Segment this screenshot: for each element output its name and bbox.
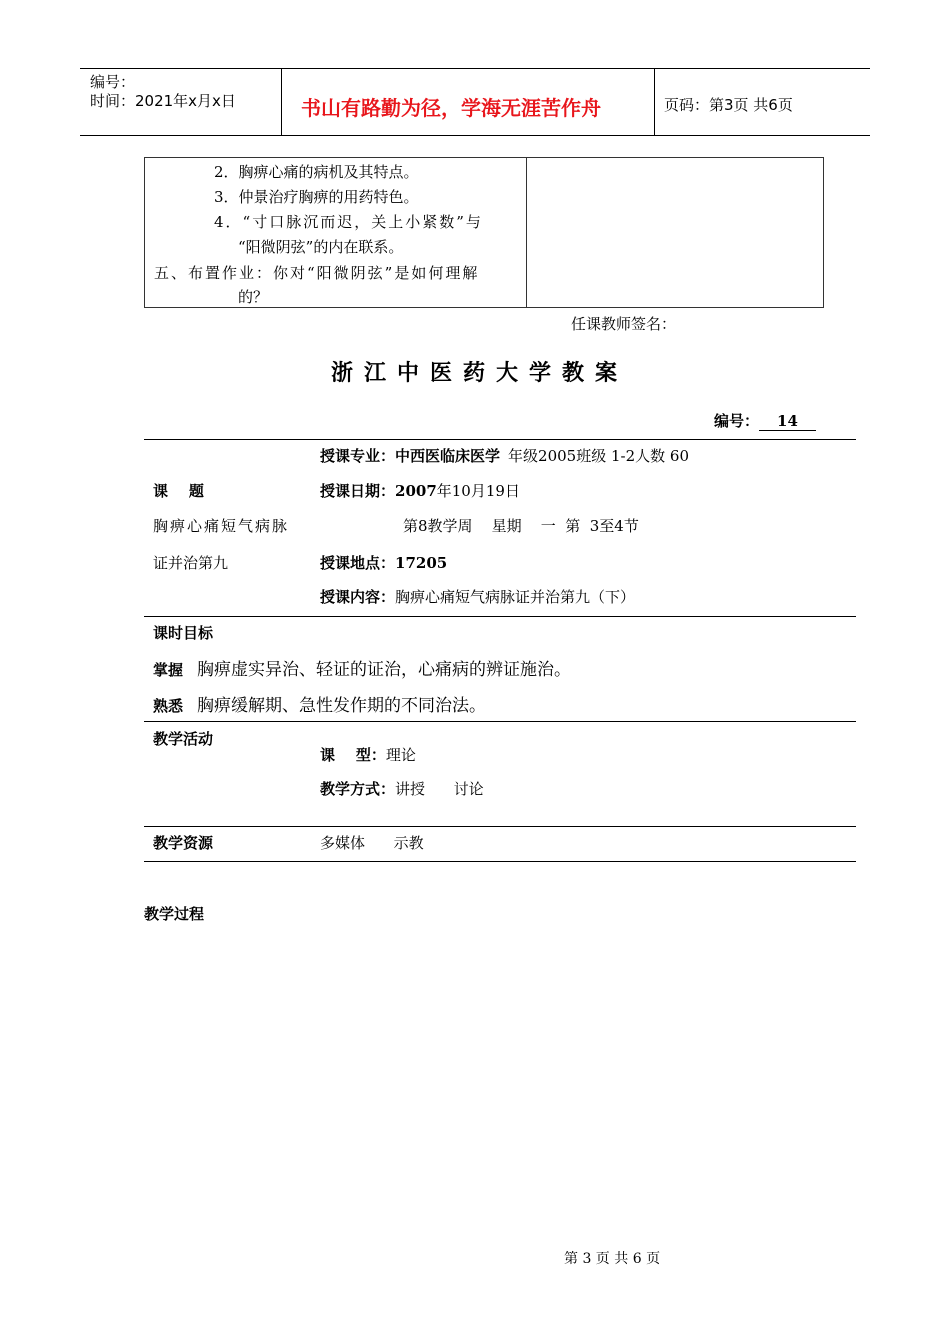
prev-item-4-line1: 4．“寸口脉沉而迟，关上小紧数”与	[214, 213, 483, 231]
place-label: 授课地点：	[320, 554, 396, 572]
prev-item-5-line1: 五、布置作业：你对“阳微阴弦”是如何理解	[154, 264, 480, 282]
class-type-label: 课 型：	[320, 746, 386, 764]
page-footer: 第 3 页 共 6 页	[564, 1251, 661, 1267]
document-title: 浙江中医药大学教案	[331, 360, 629, 386]
class-type-row	[320, 744, 416, 765]
header-time-label: 时间：2021年x月x日	[90, 92, 236, 110]
header-divider-right	[654, 68, 655, 136]
place-value: 17205	[395, 554, 448, 572]
rule-objectives-top	[144, 616, 856, 617]
header-bottom-rule	[80, 135, 870, 136]
teaching-method-value: 讲授 讨论	[395, 780, 484, 798]
objective-master-text: 胸痹虚实异治、轻证的证治，心痛病的辨证施治。	[197, 660, 572, 680]
major-value: 中西医临床医学	[395, 447, 501, 465]
objective-familiar-text: 胸痹缓解期、急性发作期的不同治法。	[197, 696, 487, 716]
prev-item-2: 2．胸痹心痛的病机及其特点。	[214, 163, 419, 181]
activities-heading: 教学活动	[153, 730, 214, 748]
content-label: 授课内容：	[320, 588, 396, 606]
teacher-signature-label: 任课教师签名：	[571, 315, 677, 333]
content-row	[320, 586, 635, 607]
teaching-method-label: 教学方式：	[320, 780, 396, 798]
topic-line-1: 胸痹心痛短气病脉	[153, 517, 290, 535]
rule-resources-bottom	[144, 861, 856, 862]
date-year: 2007	[395, 482, 437, 500]
rule-course-top	[144, 439, 856, 440]
date-rest: 年10月19日	[436, 482, 520, 500]
prev-item-3: 3．仲景治疗胸痹的用药特色。	[214, 188, 419, 206]
teaching-method-row	[320, 778, 484, 799]
major-row	[320, 445, 689, 466]
resources-value: 多媒体 示教	[320, 834, 424, 852]
objective-master	[153, 655, 571, 680]
document-number-value: 14	[759, 412, 816, 431]
objective-familiar	[153, 691, 486, 716]
document-number	[714, 410, 816, 431]
header-page-label: 页码：第3页 共6页	[664, 96, 793, 114]
date-row	[320, 480, 520, 501]
week-info: 第8教学周 星期 一 第 3至4节	[403, 517, 639, 535]
grade-info: 年级2005班级 1-2人数 60	[508, 447, 689, 465]
objective-master-label: 掌握	[153, 661, 184, 679]
place-row	[320, 552, 447, 573]
date-label: 授课日期：	[320, 482, 396, 500]
class-type-value: 理论	[385, 746, 416, 764]
objectives-heading: 课时目标	[153, 624, 214, 642]
content-value: 胸痹心痛短气病脉证并治第九（下）	[395, 588, 636, 606]
document-number-label: 编号：	[714, 412, 760, 430]
rule-activities-top	[144, 721, 856, 722]
topic-line-2: 证并治第九	[153, 554, 229, 572]
header-number-label: 编号：	[90, 73, 136, 91]
resources-heading: 教学资源	[153, 834, 214, 852]
rule-resources-top	[144, 826, 856, 827]
major-label: 授课专业：	[320, 447, 396, 465]
objective-familiar-label: 熟悉	[153, 697, 184, 715]
header-motto: 书山有路勤为径，学海无涯苦作舟	[301, 96, 601, 120]
topic-label: 课 题	[153, 482, 204, 500]
header-top-rule	[80, 68, 870, 69]
prev-item-5-line2: 的？	[238, 288, 269, 306]
previous-content-box-divider	[526, 157, 527, 308]
prev-item-4-line2: “阳微阴弦”的内在联系。	[238, 238, 404, 256]
header-divider-left	[281, 68, 282, 136]
process-heading: 教学过程	[144, 905, 205, 923]
